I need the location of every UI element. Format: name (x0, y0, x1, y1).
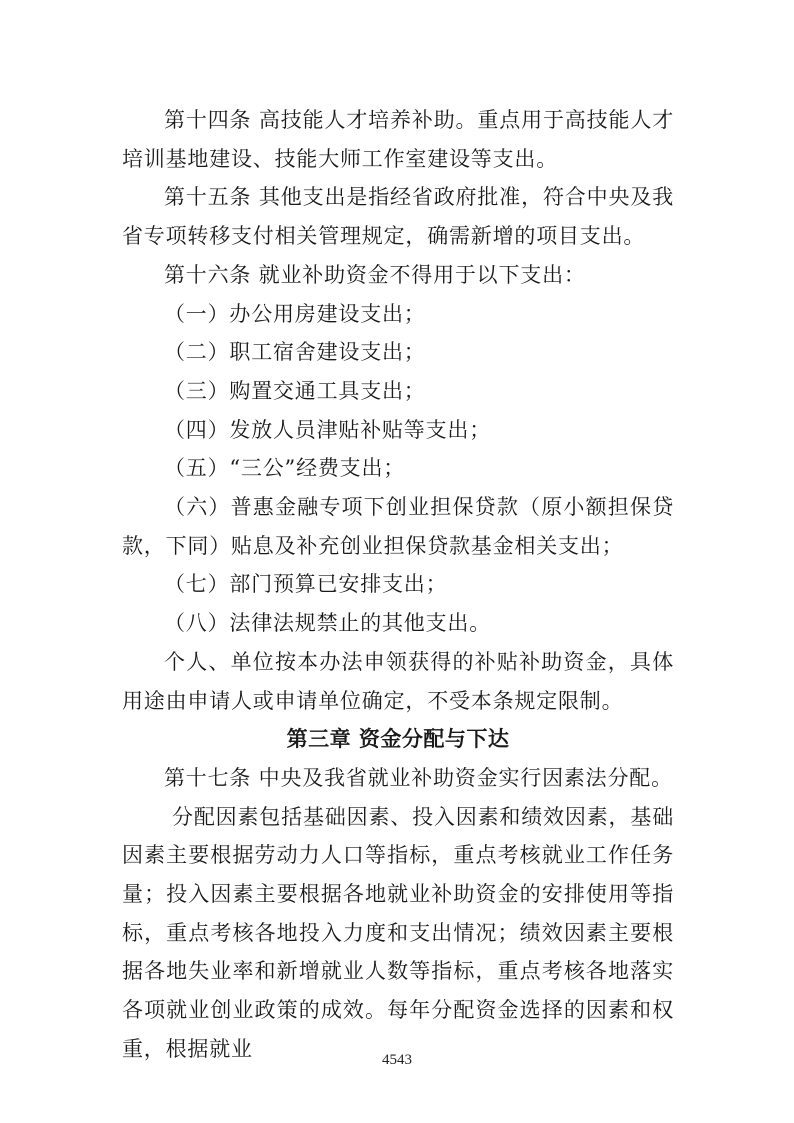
document-body (122, 101, 674, 1069)
list-item-7: （七）部门预算已安排支出； (164, 572, 448, 597)
list-item-1: （一）办公用房建设支出； (164, 301, 426, 326)
list-item-6: （六）普惠金融专项下创业担保贷款（原小额担保贷款，下同）贴息及补充创业担保贷款基金相关支出； (122, 495, 674, 558)
article-16-note: 个人、单位按本办法申领获得的补贴补助资金，具体用途由申请人或申请单位确定，不受本条规定限制。 (122, 649, 674, 713)
chapter-heading: 第三章 资金分配与下达 (286, 727, 510, 752)
page-number: 4543 (382, 1052, 412, 1068)
list-item-8: （八）法律法规禁止的其他支出。 (164, 611, 491, 636)
article-14: 第十四条 高技能人才培养补助。重点用于高技能人才培训基地建设、技能大师工作室建设等支出。 (122, 108, 674, 171)
allocation-factors: 分配因素包括基础因素、投入因素和绩效因素，基础因素主要根据劳动力人口等指标，重点考核就业工作任务量；投入因素主要根据各地就业补助资金的安排使用等指标，重点考核各地投入力度和支出情况；绩效因素主要根据各地失业率和新增就业人数等指标，重点考核各地落实各项就业创业政策的成效。每年分配资金选择的因素和权重，根据就业 (122, 804, 674, 1061)
list-item-3: （三）购置交通工具支出； (164, 378, 426, 403)
article-17: 第十七条 中央及我省就业补助资金实行因素法分配。 (164, 765, 673, 790)
list-item-5: （五）“三公”经费支出； (164, 456, 406, 481)
list-item-4: （四）发放人员津贴补贴等支出； (164, 417, 491, 442)
list-item-2: （二）职工宿舍建设支出； (164, 340, 426, 365)
article-16: 第十六条 就业补助资金不得用于以下支出： (164, 262, 586, 287)
article-15: 第十五条 其他支出是指经省政府批准，符合中央及我省专项转移支付相关管理规定，确需新增的项目支出。 (122, 185, 674, 249)
